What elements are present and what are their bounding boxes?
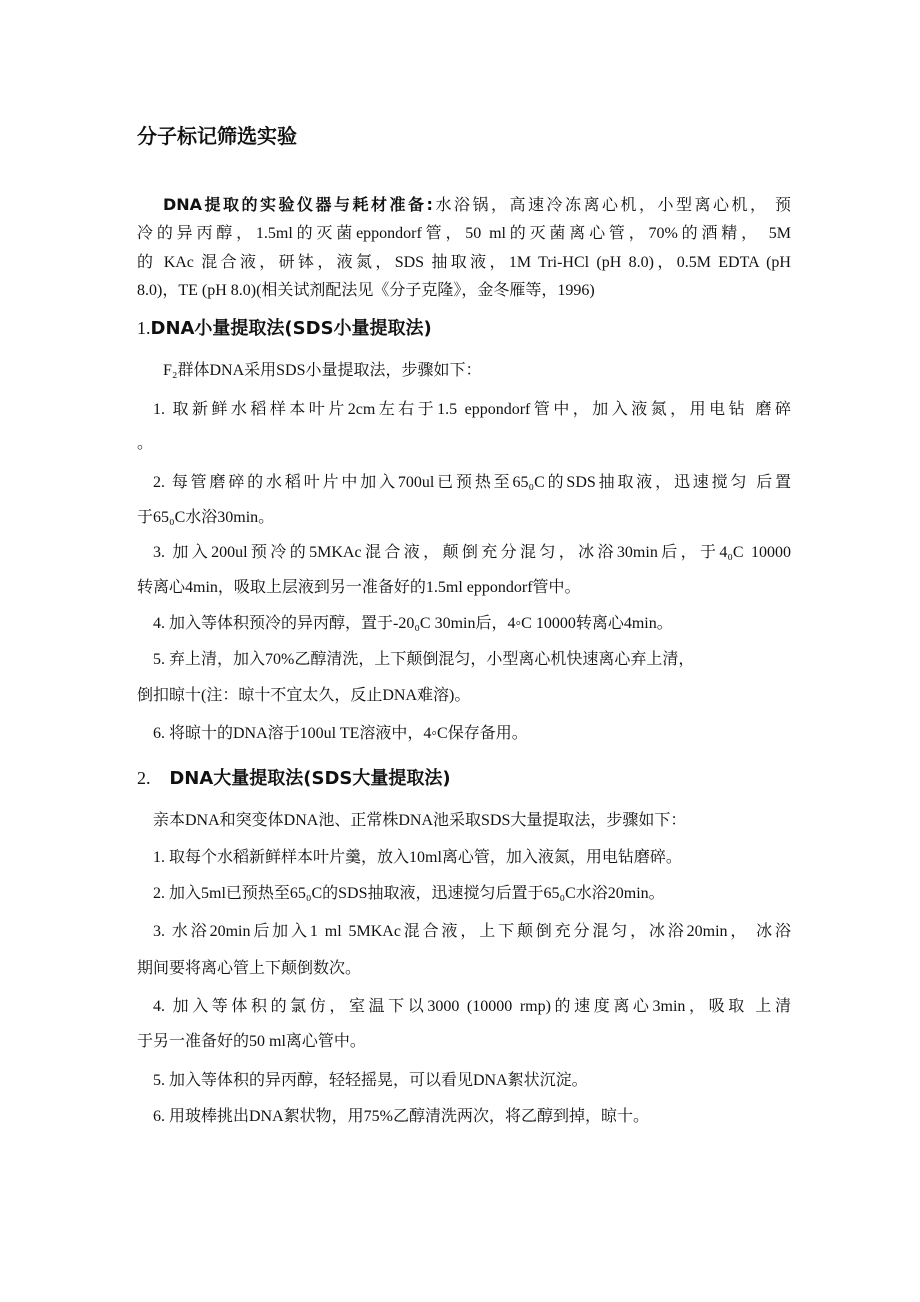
prep-paragraph-line: 冷的异丙醇，1.5ml的灭菌eppondorf管，50 ml的灭菌离心管，70%的酒精， 5M: [137, 225, 791, 242]
step-line: 5. 弃上清，加入70%乙醇清洗，上下颠倒混匀，小型离心机快速离心弃上清，: [153, 651, 695, 668]
step-line: 于另一准备好的50 ml离心管中。: [137, 1033, 366, 1050]
step-line: 1. 取每个水稻新鲜样本叶片羹，放入10ml离心管，加入液氮，用电钻磨碎。: [153, 849, 682, 866]
step-line: 4. 加入等体积预冷的异丙醇，置于-20₀C 30min后，4◦C 10000转离心4min。: [153, 615, 673, 632]
step-line: 倒扣晾十(注：晾十不宜太久，反止DNA难溶)。: [137, 687, 471, 704]
step-line: 1. 取新鲜水稻样本叶片2cm左右于1.5 eppondorf管中，加入液氮，用电钻 磨碎: [153, 401, 791, 418]
step-line: 转离心4min，吸取上层液到另一准备好的1.5ml eppondorf管中。: [137, 579, 581, 596]
step-line: 2. 每管磨碎的水稻叶片中加入700ul已预热至65₀C的SDS抽取液，迅速搅匀 后置: [153, 474, 791, 491]
section-heading-2: 2. DNA大量提取法(SDS大量提取法): [137, 768, 451, 789]
step-line: 期间要将离心管上下颠倒数次。: [137, 960, 362, 977]
step-line: 3. 加入200ul预冷的5MKAc混合液，颠倒充分混匀，冰浴30min后，于4₀C 10000: [153, 544, 791, 561]
section-heading-1: 1.DNA小量提取法(SDS小量提取法): [137, 318, 432, 339]
step-line: 4. 加入等体积的氯仿，室温下以3000 (10000 rmp)的速度离心3min，吸取 上清: [153, 998, 791, 1015]
section2-intro: 亲本DNA和突变体DNA池、正常株DNA池采取SDS大量提取法，步骤如下：: [153, 812, 687, 829]
section1-intro: F₂群体DNA采用SDS小量提取法，步骤如下：: [163, 362, 482, 379]
prep-label: DNA提取的实验仪器与耗材准备:: [163, 195, 433, 214]
prep-paragraph-line: 8.0)，TE (pH 8.0)(相关试剂配法见《分子克隆》，金冬雁等，1996): [137, 282, 595, 299]
step-line: 。: [137, 435, 154, 452]
step-line: 6. 用玻棒挑出DNA絮状物，用75%乙醇清洗两次，将乙醇到掉，晾十。: [153, 1108, 649, 1125]
step-line: 2. 加入5ml已预热至65₀C的SDS抽取液，迅速搅匀后置于65₀C水浴20min。: [153, 885, 665, 902]
prep-paragraph-line: 的 KAc 混合液，研钵，液氮，SDS 抽取液，1M Tri-HCl (pH 8.0)，0.5M EDTA (pH: [137, 254, 791, 271]
step-line: 6. 将晾十的DNA溶于100ul TE溶液中，4◦C保存备用。: [153, 725, 528, 742]
step-line: 3. 水浴20min后加入1 ml 5MKAc混合液，上下颠倒充分混匀，冰浴20min， 冰浴: [153, 923, 791, 940]
step-line: 于65₀C水浴30min。: [137, 509, 275, 526]
prep-paragraph-line: DNA提取的实验仪器与耗材准备:水浴锅，高速冷冻离心机，小型离心机， 预: [163, 195, 791, 214]
page-title: 分子标记筛选实验: [137, 124, 297, 148]
step-line: 5. 加入等体积的异丙醇，轻轻摇晃，可以看见DNA絮状沉淀。: [153, 1072, 588, 1089]
